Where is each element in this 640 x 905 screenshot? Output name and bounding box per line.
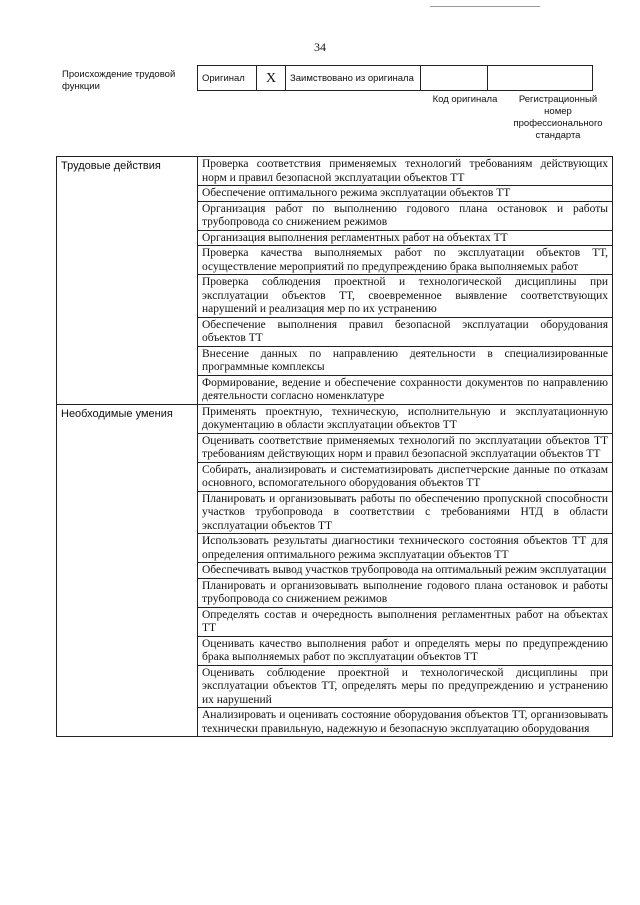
table-cell: Собирать, анализировать и систематизировать диспетчерские данные по отказам основного, вспомогательного оборудования объектов ТТ [198, 462, 613, 491]
origin-label: Происхождение трудовой функции [62, 69, 176, 92]
table-cell: Проверка соответствия применяемых технологий требованиям действующих норм и правил безопасной эксплуатации объектов ТТ [198, 157, 613, 186]
code-caption: Код оригинала [432, 94, 498, 105]
table-cell: Обеспечение оптимального режима эксплуатации объектов ТТ [198, 186, 613, 202]
section-title: Трудовые действия [57, 157, 198, 405]
table-cell: Использовать результаты диагностики технического состояния объектов ТТ для определения оптимального режима эксплуатации объектов ТТ [198, 534, 613, 563]
table-cell: Проверка соблюдения проектной и технологической дисциплины при эксплуатации объектов ТТ, своевременное выявление соответствующих нарушений и реализация мер по их устранению [198, 275, 613, 318]
table-cell: Планировать и организовывать работы по обеспечению пропускной способности участков трубопровода в соответствии с требованиями НТД в области эксплуатации объектов ТТ [198, 491, 613, 534]
table-cell: Формирование, ведение и обеспечение сохранности документов по направлению деятельности согласно номенклатуре [198, 375, 613, 404]
table-cell: Оценивать соответствие применяемых технологий по эксплуатации объектов ТТ требованиям действующих норм и правил безопасной эксплуатации объектов ТТ [198, 433, 613, 462]
code-cell [421, 66, 488, 91]
table-cell: Оценивать качество выполнения работ и определять меры по предупреждению брака выполняемых работ по эксплуатации объектов ТТ [198, 636, 613, 665]
table-cell: Организация выполнения регламентных работ на объектах ТТ [198, 230, 613, 246]
table-cell: Планировать и организовывать выполнение годового плана остановок и работы трубопровода со снижением режимов [198, 578, 613, 607]
functions-table [56, 156, 613, 737]
section-title: Необходимые умения [57, 404, 198, 737]
top-rule [430, 6, 540, 7]
original-cell: Оригинал [198, 66, 257, 91]
table-cell: Организация работ по выполнению годового плана остановок и работы трубопровода со снижением режимов [198, 201, 613, 230]
table-cell: Оценивать соблюдение проектной и технологической дисциплины при эксплуатации объектов ТТ, определять меры по предупреждению и устранению их нарушений [198, 665, 613, 708]
reg-caption: Регистрационный номер профессионального стандарта [513, 94, 603, 141]
table-cell: Обеспечивать вывод участков трубопровода на оптимальный режим эксплуатации [198, 563, 613, 579]
table-cell: Обеспечение выполнения правил безопасной эксплуатации оборудования объектов ТТ [198, 317, 613, 346]
table-cell: Определять состав и очередность выполнения регламентных работ на объектах ТТ [198, 607, 613, 636]
table-row [57, 404, 613, 433]
page-number: 34 [314, 40, 326, 54]
origin-table [197, 65, 593, 91]
table-cell: Применять проектную, техническую, исполнительную и эксплуатационную документацию в области эксплуатации объектов ТТ [198, 404, 613, 433]
table-row [57, 157, 613, 186]
table-cell: Внесение данных по направлению деятельности в специализированные программные комплексы [198, 346, 613, 375]
original-mark: X [257, 66, 286, 91]
table-cell: Проверка качества выполняемых работ по эксплуатации объектов ТТ, осуществление мероприятий по предупреждению брака выполняемых работ [198, 246, 613, 275]
reg-number-cell [488, 66, 593, 91]
table-cell: Анализировать и оценивать состояние оборудования объектов ТТ, организовывать технически правильную, надежную и безопасную эксплуатацию оборудования [198, 708, 613, 737]
borrowed-cell: Заимствовано из оригинала [286, 66, 421, 91]
